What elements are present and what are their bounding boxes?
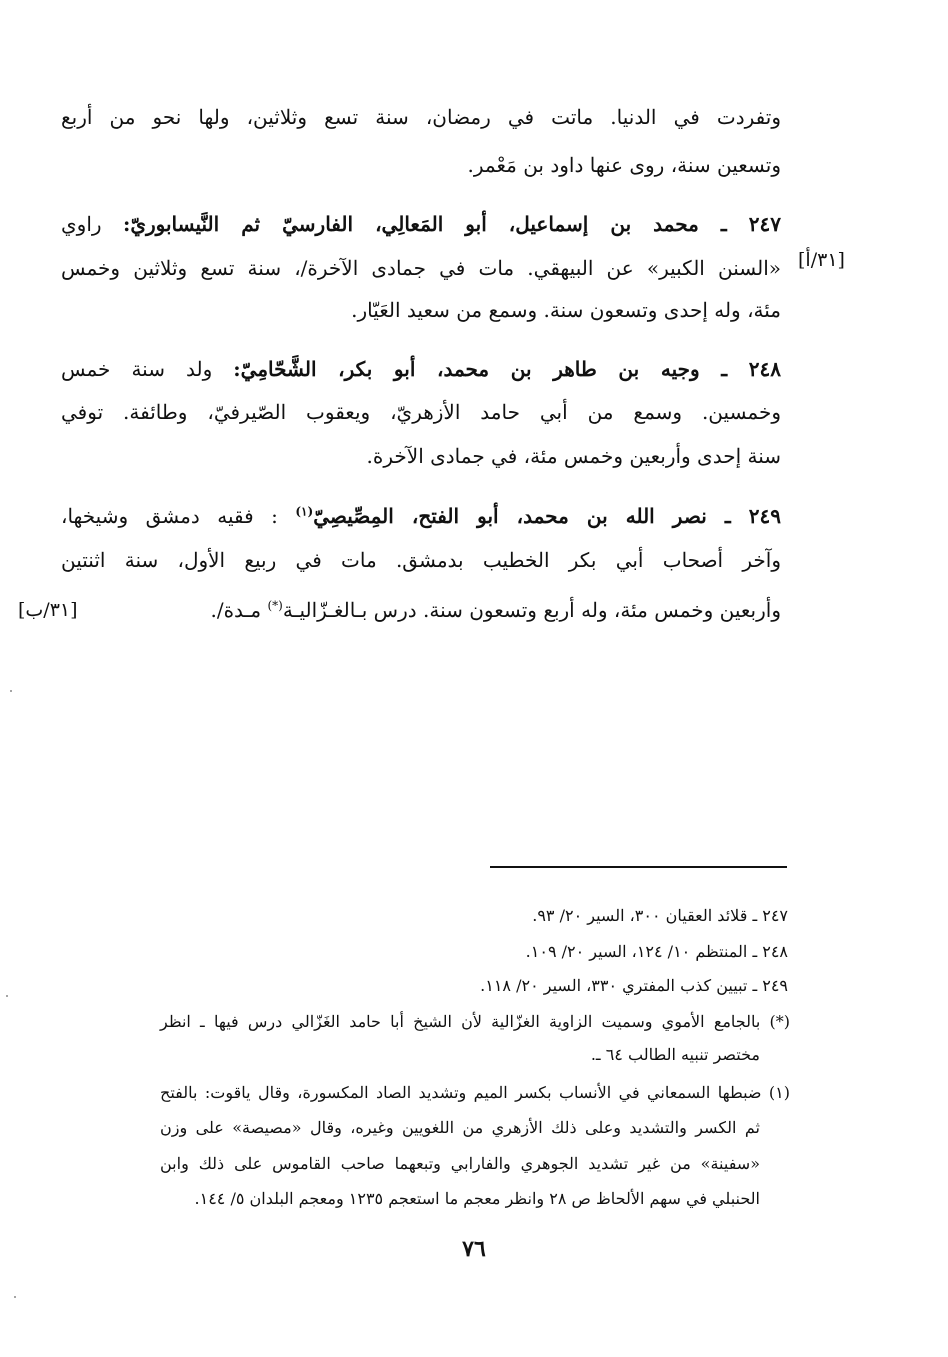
scan-speck <box>14 1296 16 1298</box>
footnote-source: ٢٤٧ ـ قلائد العقيان ٣٠٠، السير ٢٠/ ٩٣. <box>532 906 788 925</box>
body-text: مـدة/. <box>210 598 268 622</box>
margin-folio-ref: [٣١/أ] <box>798 249 845 271</box>
body-line: وتفردت في الدنيا. ماتت في رمضان، سنة تسع وثلاثين، ولها نحو من أربع <box>61 105 781 129</box>
footnote-star-cont: مختصر تنبيه الطالب ٦٤ ـ. <box>590 1045 760 1064</box>
footnote-source: ٢٤٩ ـ تبيين كذب المفتري ٣٣٠، السير ٢٠/ ١١٨. <box>480 976 788 995</box>
body-line: وآخر أصحاب أبي بكر الخطيب بدمشق. مات في ربيع الأول، سنة اثنتين <box>61 548 781 572</box>
body-line: «السنن الكبير» عن البيهقي. مات في جمادى الآخرة/، سنة تسع وثلاثين وخمس <box>61 256 782 280</box>
footnote-1: (١) ضبطها السمعاني في الأنساب بكسر الميم وتشديد الصاد المكسورة، وقال ياقوت: بالفتح <box>160 1083 790 1102</box>
entry-248-heading: ٢٤٨ ـ وجيه بن طاهر بن محمد، أبو بكر، الشَّحّامِيّ: <box>233 357 781 381</box>
entry-247-text: راوي <box>61 212 102 236</box>
footnote-1-cont: الحنبلي في سهم الألحاظ ص ٢٨ وانظر معجم ما استعجم ١٢٣٥ ومعجم البلدان ٥/ ١٤٤. <box>194 1189 760 1208</box>
entry-249-text: : فقيه دمشق وشيخها، <box>61 504 278 528</box>
footnote-separator <box>490 866 787 868</box>
footnote-star: (*) بالجامع الأموي وسميت الزاوية الغزّالية لأن الشيخ أبا حامد الغَزّالي درس فيها ـ انظر <box>160 1012 790 1031</box>
footnote-marker-star: (*) <box>267 598 283 613</box>
page-number: ٧٦ <box>462 1236 486 1262</box>
entry-249-name: ٢٤٩ ـ نصر الله بن محمد، أبو الفتح، المِصِّيصِيّ <box>313 504 782 528</box>
footnote-1-cont: «سفينة» من غير تشديد الجوهري والفارابي وتبعهما صاحب القاموس على ذلك وابن <box>160 1154 760 1173</box>
entry-247-heading: ٢٤٧ ـ محمد بن إسماعيل، أبو المَعالِي، الفارسيّ ثم النَّيسابوريّ: <box>122 212 781 236</box>
footnote-marker: (١) <box>295 504 314 519</box>
entry-249-line-1 <box>61 502 781 530</box>
entry-249-line-3 <box>61 596 781 624</box>
body-line: وخمسين. وسمع من أبي حامد الأزهريّ، ويعقوب الصّيرفيّ، وطائفة. توفي <box>61 400 781 424</box>
scan-speck <box>6 995 8 997</box>
body-line: وتسعين سنة، روى عنها داود بن مَعْمر. <box>467 153 781 177</box>
footnote-1-cont: ثم الكسر والتشديد وعلى ذلك الأزهري من اللغويين وغيره، وقال «مصيصة» على وزن <box>160 1118 760 1137</box>
body-line: سنة إحدى وأربعين وخمس مئة، في جمادى الآخرة. <box>366 444 781 468</box>
entry-248-line-1 <box>61 355 781 383</box>
entry-248-text: ولد سنة خمس <box>61 357 213 381</box>
body-line: مئة، وله إحدى وتسعون سنة. وسمع من سعيد العَيّار. <box>351 298 781 322</box>
entry-249-heading <box>295 504 781 528</box>
margin-folio-ref: [٣١/ب] <box>18 599 78 621</box>
entry-247-line-1 <box>61 210 781 238</box>
scan-speck <box>10 690 12 692</box>
body-text: وأربعين وخمس مئة، وله أربع وتسعون سنة. درس بـالغـزّاليـة <box>282 598 781 622</box>
footnote-source: ٢٤٨ ـ المنتظم ١٠/ ١٢٤، السير ٢٠/ ١٠٩. <box>525 942 788 961</box>
